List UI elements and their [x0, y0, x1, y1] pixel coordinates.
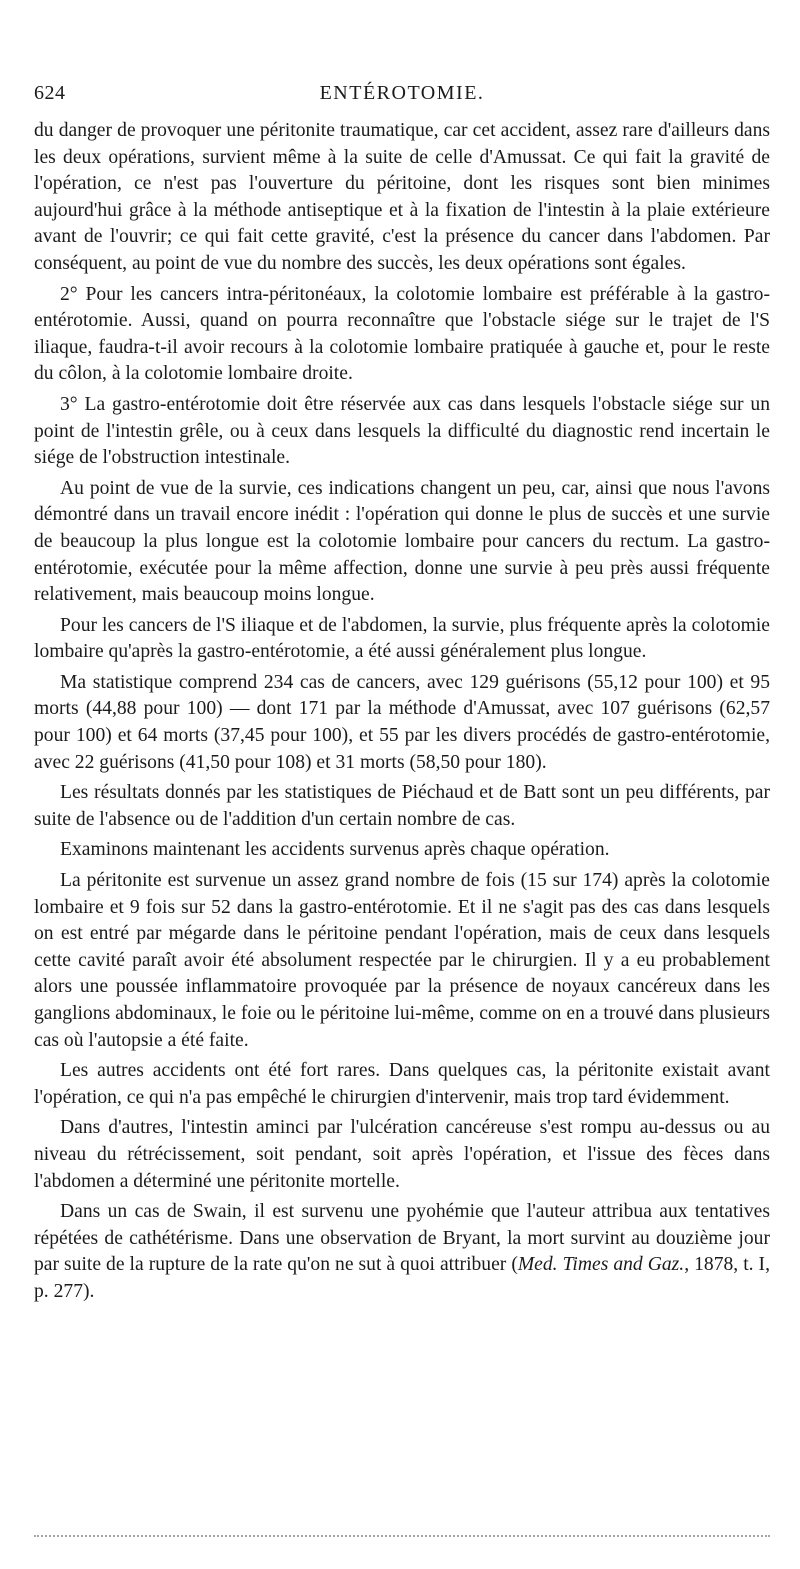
page-number: 624	[34, 82, 66, 104]
paragraph-other-statistics: Les résultats donnés par les statistiques de Piéchaud et de Batt sont un peu différents, par suite de l'absence ou de l'addition d'un certain nombre de cas.	[34, 782, 770, 830]
book-page	[34, 82, 770, 1310]
paragraph-survival: Au point de vue de la survie, ces indications changent un peu, car, ainsi que nous l'avons démontré dans un travail encore inédit : l'opération qui donne le plus de succès et une survie de beaucoup la plus longue est la colotomie lombaire pour cancers du rectum. La gastro-entérotomie, exécutée pour la même affection, donne une survie à peu près aussi fréquente relativement, mais beaucoup moins longue.	[34, 477, 770, 606]
paragraph-text: Dans un cas de Swain, il est survenu une pyohémie que l'auteur attribua aux tentatives répétées de cathétérisme. Dans une observation de Bryant, la mort survint au douzième jour par suite de la rupture de la rate qu'on ne sut à quoi attribuer (	[34, 1201, 770, 1276]
paragraph-other-accidents: Les autres accidents ont été fort rares. Dans quelques cas, la péritonite existait avant l'opération, ce qui n'a pas empêché le chirurgien d'intervenir, mais trop tard évidemment.	[34, 1060, 770, 1108]
paragraph-accidents-intro: Examinons maintenant les accidents survenus après chaque opération.	[60, 839, 610, 861]
paragraph-statistics: Ma statistique comprend 234 cas de cancers, avec 129 guérisons (55,12 pour 100) et 95 morts (44,88 pour 100) — dont 171 par la méthode d'Amussat, avec 107 guérisons (62,57 pour 100) et 64 morts (37,45 pour 100), et 55 par les divers procédés de gastro-entérotomie, avec 22 guérisons (41,50 pour 108) et 31 morts (58,50 pour 180).	[34, 671, 770, 773]
running-head: ENTÉROTOMIE.	[319, 82, 485, 104]
paragraph-point-3: 3° La gastro-entérotomie doit être réservée aux cas dans lesquels l'obstacle siége sur un point de l'intestin grêle, ou à ceux dans lesquels la difficulté du diagnostic rend incertain le siége de l'obstruction intestinale.	[34, 393, 770, 469]
paragraph-iliac-cancers: Pour les cancers de l'S iliaque et de l'abdomen, la survie, plus fréquente après la colotomie lombaire qu'après la gastro-entérotomie, a été aussi généralement plus longue.	[34, 614, 770, 663]
body-text	[34, 118, 770, 1306]
citation: Med. Times and Gaz.	[517, 1254, 685, 1276]
paragraph-peritonitis: La péritonite est survenue un assez grand nombre de fois (15 sur 174) après la colotomie lombaire et 9 fois sur 52 dans la gastro-entérotomie. Et il ne s'agit pas des cas dans lesquels on est entré par mégarde dans le péritoine pendant l'opération, mais de ceux dans lesquels cette cavité paraît avoir été absolument respectée par le chirurgien. Il y a eu probablement alors une poussée inflammatoire provoquée par la présence de noyaux cancéreux dans les ganglions abdominaux, le foie ou le péritoine lui-même, comme on en a trouvé dans plusieurs cas où l'autopsie a été faite.	[34, 870, 770, 1051]
paragraph-rupture: Dans d'autres, l'intestin aminci par l'ulcération cancéreuse s'est rompu au-dessus ou au niveau du rétrécissement, soit pendant, soit après l'opération, et l'issue des fèces dans l'abdomen a déterminé une péritonite mortelle.	[34, 1117, 770, 1192]
footer-dotted-rule	[34, 1535, 770, 1537]
citation-details: , 1878, t. I, p. 277).	[34, 1254, 770, 1302]
page-header	[34, 82, 770, 118]
paragraph-swain-bryant	[34, 1199, 770, 1305]
paragraph-point-2: 2° Pour les cancers intra-péritonéaux, la colotomie lombaire est préférable à la gastro-entérotomie. Aussi, quand on pourra reconnaître que l'obstacle siége sur le trajet de l'S iliaque, faudra-t-il avoir recours à la colotomie lombaire pratiquée à gauche et, pour le reste du côlon, à la colotomie lombaire droite.	[34, 283, 770, 385]
paragraph-continuation: du danger de provoquer une péritonite traumatique, car cet accident, assez rare d'ailleurs dans les deux opérations, survient même à la suite de celle d'Amussat. Ce qui fait la gravité de l'opération, ce n'est pas l'ouverture du péritoine, dont les risques sont bien minimes aujourd'hui grâce à la méthode antiseptique et à la fixation de l'intestin à la plaie extérieure avant de l'ouvrir; ce qui fait cette gravité, c'est la présence du cancer dans l'abdomen. Par conséquent, au point de vue du nombre des succès, les deux opérations sont égales.	[34, 120, 770, 274]
